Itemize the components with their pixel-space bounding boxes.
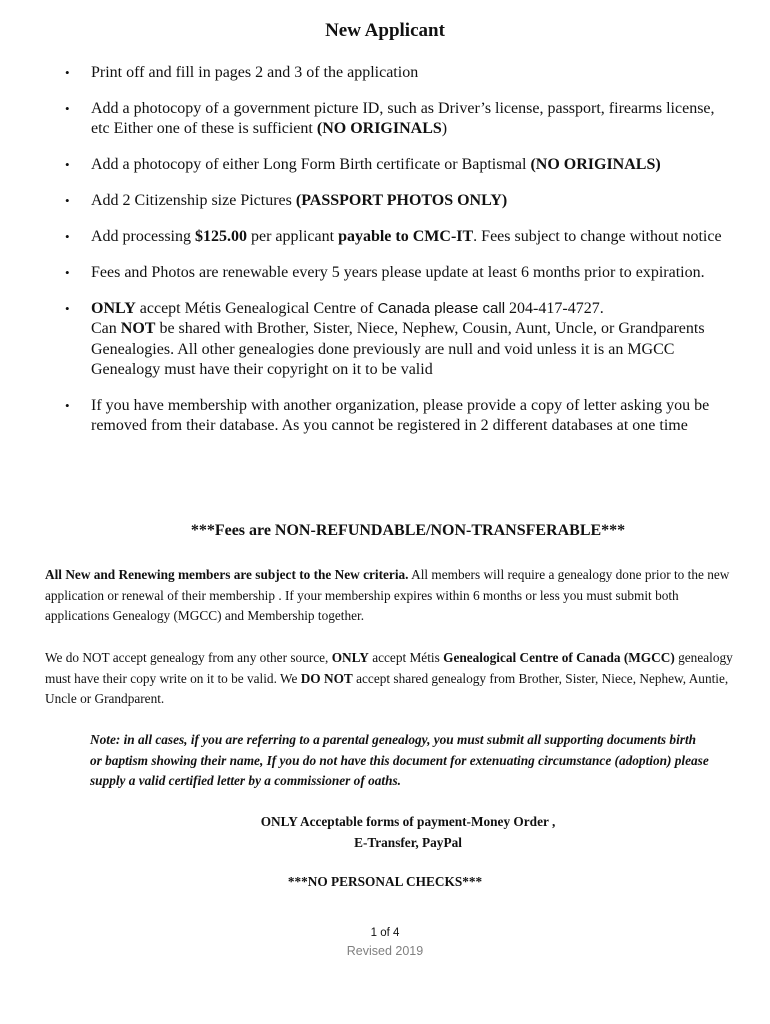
criteria-paragraph: All New and Renewing members are subject to the New criteria. All members will require a genealogy done prior to the new application or renewal of their membership . If your membership expires within 6 months or less you must submit both applications Genealogy (MGCC) and Membership together. [45,567,730,623]
bullet-icon: • [65,157,70,173]
revision-label: Revised 2019 [346,944,424,958]
supporting-documents-note: Note: in all cases, if you are referring to a parental genealogy, you must submit all supporting documents birth or baptism showing their name, If you do not have this document for extenuating circumstance (adoption) please supply a valid certified letter by a commissioner of oaths. [90,732,709,788]
list-item: • Add processing $125.00 per applicant payable to CMC-IT. Fees subject to change without notice [60,227,730,247]
page-title: New Applicant [325,20,445,41]
bullet-icon: • [65,229,70,245]
list-item: • Fees and Photos are renewable every 5 years please update at least 6 months prior to expiration. [60,263,730,283]
bullet-icon: • [65,397,70,413]
list-item: • Add 2 Citizenship size Pictures (PASSPORT PHOTOS ONLY) [60,191,730,211]
bullet-icon: • [65,193,70,209]
fees-notice: ***Fees are NON-REFUNDABLE/NON-TRANSFERABLE*** [190,522,626,539]
genealogy-paragraph: We do NOT accept genealogy from any other source, ONLY accept Métis Genealogical Centre of Canada (MGCC) genealogy must have their copy write on it to be valid. We DO NOT accept shared genealogy from Brother, Sister, Niece, Nephew, Auntie, Uncle or Grandparent. [45,650,733,706]
list-item: • ONLY accept Métis Genealogical Centre of Canada please call 204-417-4727. Can NOT be shared with Brother, Sister, Niece, Nephew, Cousin, Aunt, Uncle, or Grandparents Genealogies. All other genealogies done previously are null and void unless it is an MGCC Genealogy must have their copyright on it to be valid [65,299,705,379]
list-item: • Print off and fill in pages 2 and 3 of the application [60,63,730,83]
requirements-list [60,63,730,452]
payment-line: E-Transfer, PayPal [354,834,462,850]
list-item: • Add a photocopy of either Long Form Birth certificate or Baptismal (NO ORIGINALS) [60,155,730,175]
bullet-icon: • [65,300,70,316]
list-item: • Add a photocopy of a government picture ID, such as Driver’s license, passport, firearms license, etc Either one of these is sufficient (NO ORIGINALS) [65,99,715,138]
no-checks-notice: ***NO PERSONAL CHECKS*** [287,874,483,889]
payment-line: ONLY Acceptable forms of payment-Money Order , [260,814,556,829]
page-number: 1 of 4 [370,927,400,939]
payment-methods [0,812,770,853]
bullet-icon: • [65,100,70,116]
bullet-icon: • [65,264,70,280]
list-item: • If you have membership with another organization, please provide a copy of letter asking you be removed from their database. As you cannot be registered in 2 different databases at one time [65,396,710,435]
bullet-icon: • [65,65,70,80]
